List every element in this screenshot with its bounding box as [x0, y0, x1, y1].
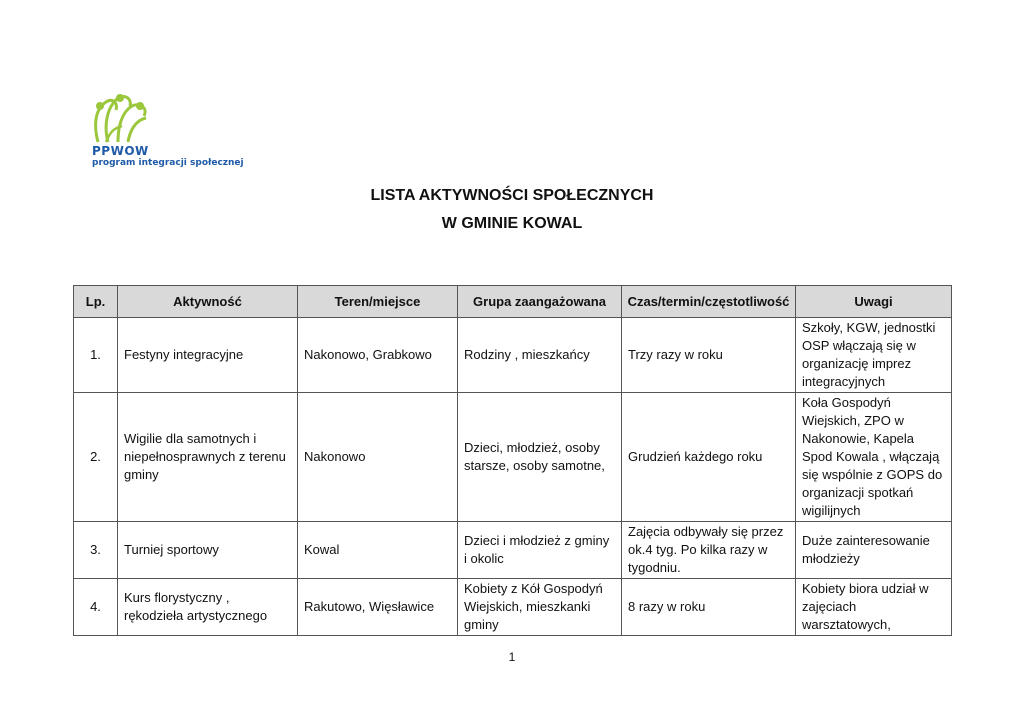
cell-teren: Nakonowo — [298, 393, 458, 522]
header-aktywnosc: Aktywność — [118, 286, 298, 318]
table-row — [74, 522, 952, 579]
cell-lp: 1. — [74, 318, 118, 393]
header-teren: Teren/miejsce — [298, 286, 458, 318]
table-header-row — [74, 286, 952, 318]
header-grupa: Grupa zaangażowana — [458, 286, 622, 318]
cell-uwagi: Kobiety biora udział w zajęciach warsztatowych, — [796, 579, 952, 636]
logo-name: PPWOW — [92, 144, 149, 158]
document-title-line1: LISTA AKTYWNOŚCI SPOŁECZNYCH — [370, 187, 654, 204]
document-title-line2: W GMINIE KOWAL — [441, 215, 583, 232]
tree-logo-icon — [88, 92, 158, 147]
cell-aktywnosc: Turniej sportowy — [118, 522, 298, 579]
cell-teren: Rakutowo, Więsławice — [298, 579, 458, 636]
cell-grupa: Dzieci, młodzież, osoby starsze, osoby samotne, — [458, 393, 622, 522]
cell-teren: Nakonowo, Grabkowo — [298, 318, 458, 393]
table-row — [74, 579, 952, 636]
cell-aktywnosc: Wigilie dla samotnych i niepełnosprawnych z terenu gminy — [118, 393, 298, 522]
cell-uwagi: Koła Gospodyń Wiejskich, ZPO w Nakonowie, Kapela Spod Kowala , włączają się wspólnie z GOPS do organizacji spotkań wigilijnych — [796, 393, 952, 522]
cell-czas: 8 razy w roku — [622, 579, 796, 636]
cell-teren: Kowal — [298, 522, 458, 579]
cell-uwagi: Szkoły, KGW, jednostki OSP włączają się w organizację imprez integracyjnych — [796, 318, 952, 393]
cell-aktywnosc: Kurs florystyczny , rękodzieła artystycznego — [118, 579, 298, 636]
table-row — [74, 393, 952, 522]
table-row — [74, 318, 952, 393]
activities-table — [73, 285, 952, 636]
cell-czas: Trzy razy w roku — [622, 318, 796, 393]
cell-grupa: Kobiety z Kół Gospodyń Wiejskich, mieszkanki gminy — [458, 579, 622, 636]
cell-grupa: Dzieci i młodzież z gminy i okolic — [458, 522, 622, 579]
header-czas: Czas/termin/częstotliwość — [622, 286, 796, 318]
header-lp: Lp. — [74, 286, 118, 318]
cell-lp: 3. — [74, 522, 118, 579]
cell-lp: 4. — [74, 579, 118, 636]
page-number: 1 — [508, 650, 516, 664]
cell-lp: 2. — [74, 393, 118, 522]
header-uwagi: Uwagi — [796, 286, 952, 318]
cell-grupa: Rodziny , mieszkańcy — [458, 318, 622, 393]
cell-czas: Zajęcia odbywały się przez ok.4 tyg. Po kilka razy w tygodniu. — [622, 522, 796, 579]
logo-subtitle: program integracji społecznej — [92, 158, 244, 168]
cell-aktywnosc: Festyny integracyjne — [118, 318, 298, 393]
cell-czas: Grudzień każdego roku — [622, 393, 796, 522]
ppwow-logo — [88, 92, 248, 177]
cell-uwagi: Duże zainteresowanie młodzieży — [796, 522, 952, 579]
